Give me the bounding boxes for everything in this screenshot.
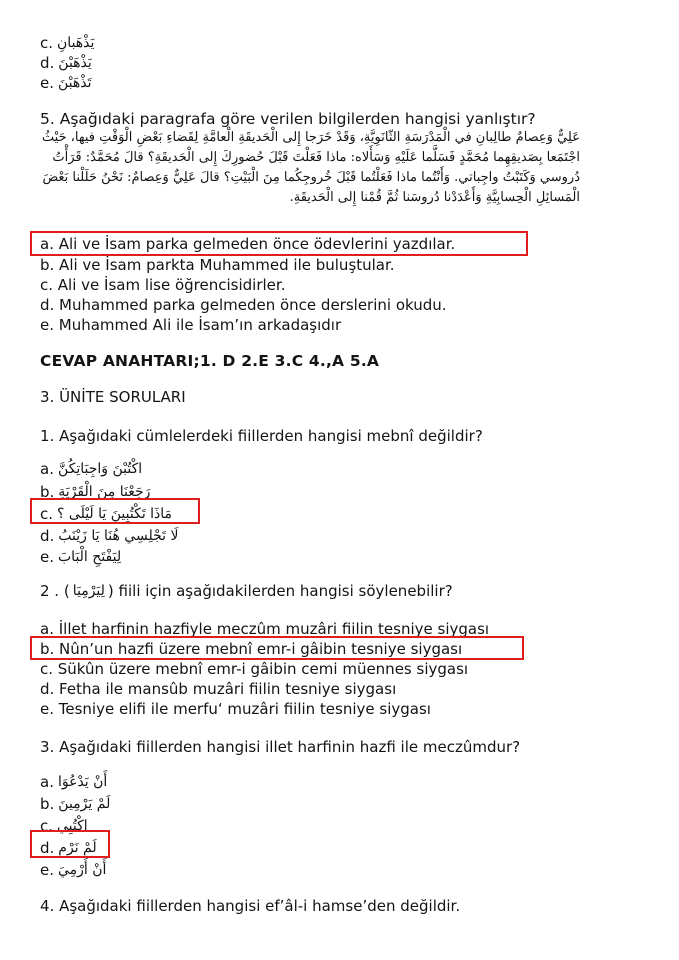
- option-e: e. Muhammed Ali ile İsam’ın arkadaşıdır: [40, 316, 342, 334]
- question-5: 5. Aşağıdaki paragrafa göre verilen bilgilerden hangisi yanlıştır?: [40, 110, 536, 128]
- list-item: c. مَاذَا تَكْتُبِينَ يَا لَيْلَى ؟: [40, 505, 173, 523]
- option-b: b. Nûn’un hazfi üzere mebnî emr-i gâibin tesniye siygası: [40, 640, 463, 658]
- list-item: a. أَنْ يَدْعُوَا: [40, 773, 108, 791]
- option-c: c. Ali ve İsam lise öğrencisidirler.: [40, 276, 286, 294]
- list-item: d. لَا تَجْلِسِي هُنَا يَا زَيْنَبُ: [40, 527, 179, 545]
- list-item: c. يَذْهَبانِ: [40, 34, 95, 52]
- answer-highlight-box: [30, 636, 524, 660]
- list-item: d. يَذْهَبْنَ: [40, 54, 92, 72]
- unit-question-4: 4. Aşağıdaki fiillerden hangisi ef’âl-i hamse’den değildir.: [40, 897, 461, 915]
- list-item: c. اكْتُبِي: [40, 817, 88, 835]
- option-a: a. İllet harfinin hazfiyle meczûm muzâri fiilin tesniye siygası: [40, 620, 490, 638]
- option-e: e. Tesniye elifi ile merfu‘ muzâri fiilin tesniye siygası: [40, 700, 431, 718]
- answer-highlight-box: [30, 498, 200, 524]
- list-item: a. اكْتُبْنَ وَاجِبَاتِكُنَّ: [40, 460, 143, 478]
- option-d: d. Fetha ile mansûb muzâri fiilin tesniye siygası: [40, 680, 397, 698]
- arabic-paragraph: عَلِيٌّ وَعِصامٌ طالِبانِ في الْمَدْرَسَةِ الثّانَوِيَّةِ، وَقَدْ خَرَجا إِلى الْحَديقَةِ الْعامَّةِ لِقَضاءِ بَعْضِ الْوَقْتِ فيها، حَيْثُ اجْتَمَعا بِصَديقِهِما مُحَمَّدٍ فَسَلَّما عَلَيْهِ وَسَأَلاه: ماذا فَعَلْتَ قَبْلَ حُضورِكَ إِلى الْحَديقَةِ؟ قالَ مُحَمَّدٌ: قَرَأْتُ دُروسي وَكَتَبْتُ واجِباتي. وَأَنْتُما ماذا فَعَلْتُما قَبْلَ خُروجِكُما مِنَ الْبَيْتِ؟ قالَ عَلِيٌّ وَعِصامٌ: نَحْنُ حَلَلْنا بَعْضَ الْمَسائِلِ الْحِسابِيَّةِ وَأَعْدَدْنا دُروسَنا ثُمَّ قُمْنا إِلى الْحَديقَةِ.: [41, 130, 580, 205]
- list-item: e. لِيَفْتَحِ الْبَابَ: [40, 548, 122, 566]
- option-b: b. Ali ve İsam parkta Muhammed ile buluştular.: [40, 256, 395, 274]
- list-item: e. تَذْهَبْنَ: [40, 74, 92, 92]
- answer-key: CEVAP ANAHTARI;1. D 2.E 3.C 4.,A 5.A: [40, 352, 380, 370]
- unit-question-2: 2 . ( لِيَرْمِيَا ) fiili için aşağıdakilerden hangisi söylenebilir?: [40, 582, 453, 600]
- option-a: a. Ali ve İsam parka gelmeden önce ödevlerini yazdılar.: [40, 235, 456, 253]
- list-item: d. لَمْ نَرْمِ: [40, 839, 97, 857]
- answer-highlight-box: [30, 231, 528, 256]
- option-c: c. Sükûn üzere mebnî emr-i gâibin cemi müennes siygası: [40, 660, 469, 678]
- unit-title: 3. ÜNİTE SORULARI: [40, 388, 186, 406]
- list-item: b. لَمْ يَرْمِينَ: [40, 795, 111, 813]
- unit-question-3: 3. Aşağıdaki fiillerden hangisi illet harfinin hazfi ile meczûmdur?: [40, 738, 521, 756]
- list-item: e. أَنْ أَرْمِيَ: [40, 861, 107, 879]
- list-item: b. رَجَعْنَا مِنَ الْقَرْيَةِ: [40, 483, 151, 501]
- unit-question-1: 1. Aşağıdaki cümlelerdeki fiillerden hangisi mebnî değildir?: [40, 427, 483, 445]
- answer-highlight-box: [30, 830, 110, 858]
- option-d: d. Muhammed parka gelmeden önce derslerini okudu.: [40, 296, 447, 314]
